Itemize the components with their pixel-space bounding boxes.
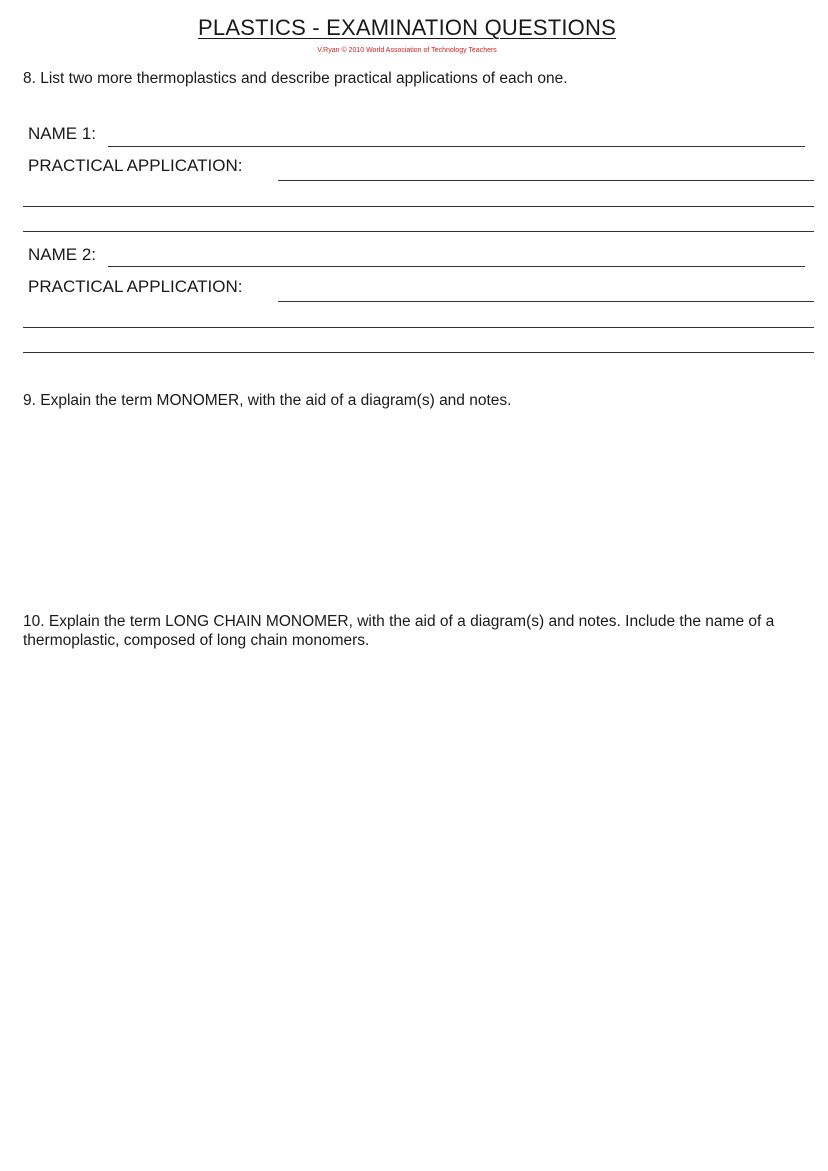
application-2-answer-line-2[interactable] (23, 327, 814, 328)
name-1-label: NAME 1: (28, 124, 97, 143)
application-2-label: PRACTICAL APPLICATION: (28, 277, 243, 296)
name-2-answer-line[interactable] (108, 266, 805, 267)
application-2-answer-line[interactable] (278, 301, 814, 302)
question-8: 8. List two more thermoplastics and describe practical applications of each one. (23, 70, 568, 87)
application-2-answer-line-3[interactable] (23, 352, 814, 353)
question-9: 9. Explain the term MONOMER, with the aid of a diagram(s) and notes. (23, 392, 512, 409)
question-10-line-2: thermoplastic, composed of long chain monomers. (23, 632, 370, 649)
question-10 (23, 612, 823, 650)
application-1-answer-line-3[interactable] (23, 231, 814, 232)
name-2-label: NAME 2: (28, 245, 97, 264)
question-10-line-1: 10. Explain the term LONG CHAIN MONOMER, with the aid of a diagram(s) and notes. Include the name of a (23, 613, 775, 630)
copyright-credit: V.Ryan © 2010 World Association of Technology Teachers (317, 47, 497, 54)
question-10-answer-area[interactable] (23, 660, 814, 1150)
page-title: PLASTICS - EXAMINATION QUESTIONS (198, 15, 616, 40)
question-9-answer-area[interactable] (23, 420, 814, 600)
name-1-answer-line[interactable] (108, 146, 805, 147)
application-1-answer-line-2[interactable] (23, 206, 814, 207)
application-1-answer-line[interactable] (278, 180, 814, 181)
application-1-label: PRACTICAL APPLICATION: (28, 156, 243, 175)
